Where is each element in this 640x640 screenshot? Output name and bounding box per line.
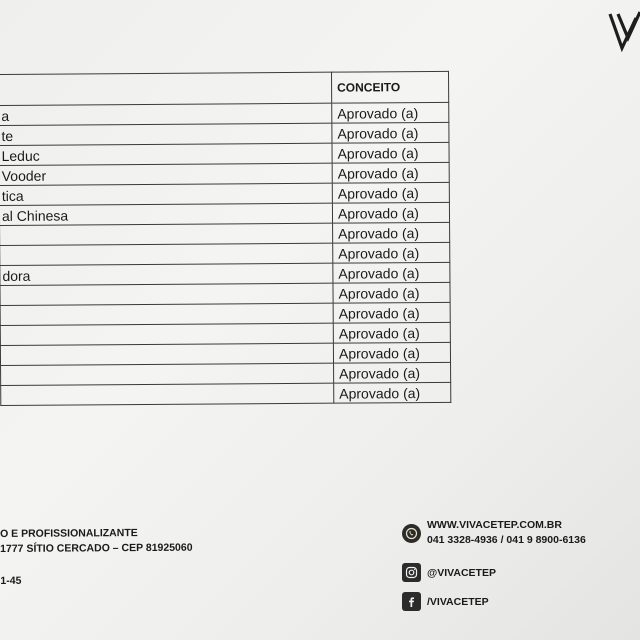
student-course-name-cell <box>1 383 334 405</box>
table-body <box>0 102 451 405</box>
student-course-name-cell: Vooder <box>0 163 332 185</box>
instagram-icon <box>402 563 421 582</box>
footer-line-3: 1-45 <box>0 574 22 587</box>
concept-cell: Aprovado (a) <box>333 342 450 363</box>
student-course-name-cell: dora <box>0 263 333 285</box>
contact-facebook <box>402 592 489 611</box>
facebook-icon <box>402 592 421 611</box>
website-link[interactable]: WWW.VIVACETEP.COM.BR <box>427 519 562 531</box>
facebook-handle[interactable]: /VIVACETEP <box>427 595 489 608</box>
concept-cell: Aprovado (a) <box>332 142 449 163</box>
concept-cell: Aprovado (a) <box>334 362 451 383</box>
student-course-name-cell <box>0 323 333 345</box>
whatsapp-icon <box>402 524 421 543</box>
phone-numbers: 041 3328-4936 / 041 9 8900-6136 <box>427 534 586 546</box>
concept-cell: Aprovado (a) <box>332 162 449 183</box>
student-course-name-cell <box>0 303 333 325</box>
student-course-name-cell <box>1 363 334 385</box>
vivace-logo-icon <box>606 8 640 56</box>
contact-instagram <box>402 563 496 582</box>
table-header-row <box>0 71 449 105</box>
student-course-name-cell: a <box>0 103 332 125</box>
student-course-name-cell <box>0 343 333 365</box>
student-course-name-cell <box>0 283 333 305</box>
concept-column-header: CONCEITO <box>331 71 448 103</box>
student-course-name-cell: Leduc <box>0 143 332 165</box>
footer-line-1: O E PROFISSIONALIZANTE <box>0 527 138 540</box>
concept-cell: Aprovado (a) <box>332 122 449 143</box>
concept-cell: Aprovado (a) <box>333 222 450 243</box>
table-row <box>1 382 451 405</box>
concept-cell: Aprovado (a) <box>333 322 450 343</box>
concept-cell: Aprovado (a) <box>332 182 449 203</box>
student-course-name-cell: tica <box>0 183 332 205</box>
name-column-header <box>0 72 332 105</box>
concept-cell: Aprovado (a) <box>333 262 450 283</box>
instagram-handle[interactable]: @VIVACETEP <box>427 566 496 579</box>
student-course-name-cell <box>0 223 333 245</box>
concept-cell: Aprovado (a) <box>333 302 450 323</box>
concept-cell: Aprovado (a) <box>334 382 451 403</box>
student-course-name-cell <box>0 243 333 265</box>
concept-cell: Aprovado (a) <box>333 242 450 263</box>
concept-cell: Aprovado (a) <box>332 202 449 223</box>
concept-cell: Aprovado (a) <box>333 282 450 303</box>
grades-table <box>0 71 451 406</box>
concept-cell: Aprovado (a) <box>332 102 449 123</box>
footer-line-2: 1777 SÍTIO CERCADO – CEP 81925060 <box>0 541 193 555</box>
student-course-name-cell: te <box>0 123 332 145</box>
student-course-name-cell: al Chinesa <box>0 203 333 225</box>
contact-web-phone <box>402 518 586 548</box>
